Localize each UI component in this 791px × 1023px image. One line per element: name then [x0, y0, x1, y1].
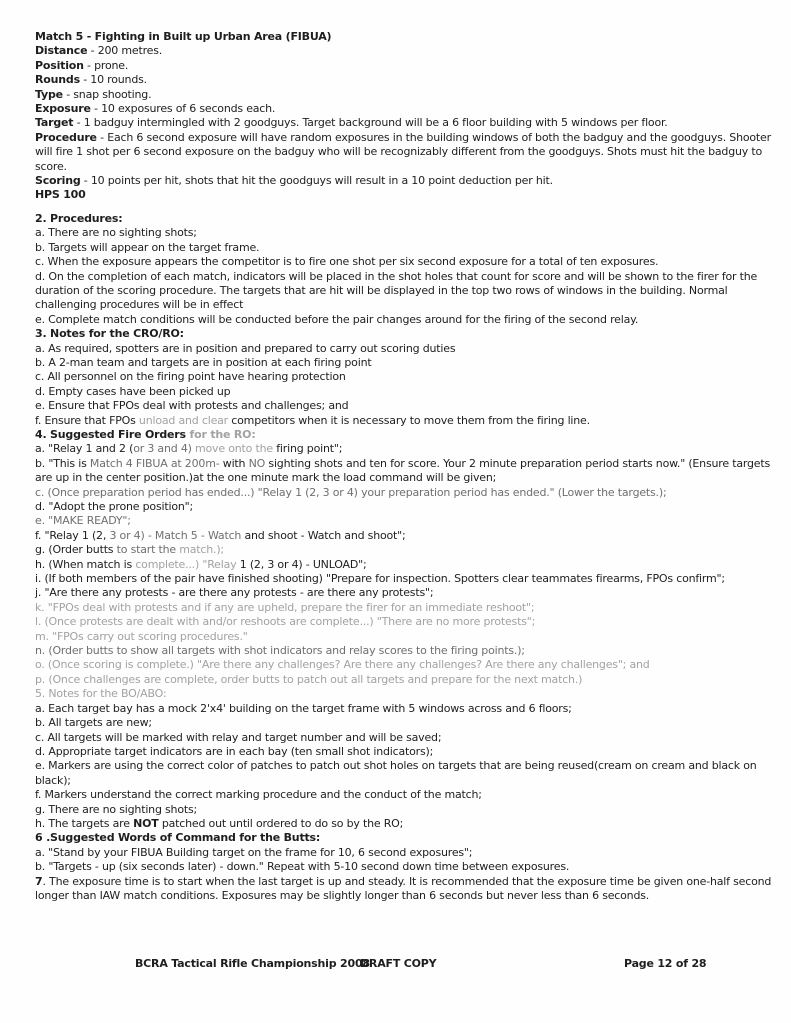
doc-text-segment: l. (Once protests are dealt with and/or reshoots are complete...) "There are no more protests";: [35, 615, 536, 629]
doc-text-segment: - 10 rounds.: [79, 73, 147, 87]
doc-text-segment: 3. Notes for the CRO/RO:: [35, 327, 184, 341]
doc-text-segment: b. "Targets - up (six seconds later) - down." Repeat with 5-10 second down time between exposures.: [35, 860, 570, 874]
doc-text-segment: Scoring: [35, 174, 81, 188]
doc-text-segment: . The exposure time is to start when the last target is up and steady. It is recommended that the exposure time be given one-half second longer than IAW match conditions. Exposures may be slightly longer than 6 seconds but never less than 6 seconds.: [35, 874, 772, 902]
doc-text-segment: sighting shots and ten for score. Your 2 minute preparation period starts now." (Ensure targets are up in the center position.)at the one minute mark the load command will be given;: [35, 456, 770, 485]
doc-text-segment: - 10 points per hit, shots that hit the goodguys will result in a 10 point deduction per hit.: [80, 174, 553, 188]
doc-line: [35, 687, 772, 701]
doc-text-segment: d. Empty cases have been picked up: [35, 384, 231, 398]
doc-text-segment: - 200 metres.: [87, 44, 163, 58]
doc-text-segment: e. "MAKE READY";: [35, 514, 131, 528]
doc-line: [35, 875, 772, 904]
doc-text-segment: p. (Once challenges are complete, order butts to patch out all targets and prepare for the next match.): [35, 672, 583, 686]
doc-text-segment: Position: [35, 58, 84, 72]
doc-text-segment: or 3 and 4): [133, 442, 192, 456]
doc-line: [35, 572, 772, 586]
doc-text-segment: complete...) "Relay: [135, 557, 240, 571]
doc-line: [35, 385, 772, 399]
doc-line: [35, 313, 772, 327]
doc-text-segment: Match 4 FIBUA at 200m-: [89, 456, 220, 470]
doc-line: [35, 759, 772, 788]
footer-draft-copy: DRAFT COPY: [360, 957, 437, 970]
doc-line: [35, 601, 772, 615]
doc-line: [35, 630, 772, 644]
doc-text-segment: a. As required, spotters are in position and prepared to carry out scoring duties: [35, 341, 456, 355]
doc-text-segment: d. On the completion of each match, indicators will be placed in the shot holes that count for score and will be shown to the firer for the duration of the scoring procedure. The targets that are hit will be displayed in the top two rows of windows in the building. Normal challenging procedures will be in effect: [35, 269, 758, 312]
doc-line: [35, 30, 772, 44]
doc-text-segment: f. Markers understand the correct marking procedure and the conduct of the match;: [35, 788, 482, 802]
doc-line: [35, 702, 772, 716]
doc-text-segment: competitors when it is necessary to move them from the firing line.: [228, 413, 590, 427]
doc-text-segment: - prone.: [83, 58, 129, 72]
doc-text-segment: HPS 100: [35, 188, 86, 202]
text-block: [35, 212, 772, 904]
doc-text-segment: Target: [35, 116, 74, 130]
doc-line: [35, 457, 772, 486]
doc-line: [35, 846, 772, 860]
doc-line: [35, 817, 772, 831]
doc-text-segment: b. Targets will appear on the target frame.: [35, 240, 260, 254]
doc-text-segment: NOT: [133, 816, 159, 830]
doc-line: [35, 543, 772, 557]
doc-text-segment: b. All targets are new;: [35, 716, 152, 730]
doc-text-segment: c. When the exposure appears the competitor is to fire one shot per six second exposure for a total of ten exposures.: [35, 255, 659, 269]
doc-text-segment: - Each 6 second exposure will have random exposures in the building windows of both the badguy and the goodguys. Shooter will fire 1 shot per 6 second exposure on the badguy who will be recognizably different from the goodguys. Shots must hit the badguy to score.: [35, 130, 771, 173]
doc-line: [35, 241, 772, 255]
doc-line: [35, 486, 772, 500]
doc-text-segment: g. There are no sighting shots;: [35, 802, 198, 816]
doc-line: [35, 399, 772, 413]
doc-text-segment: unload and clear: [138, 413, 228, 427]
doc-line: [35, 356, 772, 370]
doc-text-segment: d. Appropriate target indicators are in each bay (ten small shot indicators);: [35, 744, 434, 758]
doc-line: [35, 860, 772, 874]
doc-line: [35, 831, 772, 845]
page-footer: [35, 957, 772, 973]
doc-text-segment: k. "FPOs deal with protests and if any are upheld, prepare the firer for an immediate reshoot";: [35, 600, 535, 614]
doc-text-segment: b. "This is: [35, 456, 90, 470]
doc-text-segment: 3 or 4) - Match 5 - Watch: [109, 528, 245, 542]
doc-text-segment: for the RO:: [185, 427, 256, 441]
doc-line: [35, 673, 772, 687]
doc-text-segment: 1 (2, 3 or 4) - UNLOAD";: [239, 557, 367, 571]
doc-text-segment: a. There are no sighting shots;: [35, 226, 197, 240]
doc-line: [35, 731, 772, 745]
doc-line: [35, 370, 772, 384]
doc-line: [35, 226, 772, 240]
doc-text-segment: d. "Adopt the prone position";: [35, 500, 193, 513]
doc-text-segment: with: [219, 456, 249, 470]
doc-line: [35, 644, 772, 658]
doc-line: [35, 803, 772, 817]
doc-line: [35, 102, 772, 116]
doc-line: [35, 615, 772, 629]
doc-text-segment: a. Each target bay has a mock 2'x4' building on the target frame with 5 windows across and 6 floors;: [35, 701, 572, 715]
doc-line: [35, 174, 772, 188]
doc-text-segment: firing point";: [276, 442, 343, 456]
doc-text-segment: Type: [35, 87, 63, 101]
doc-line: [35, 500, 772, 514]
doc-text-segment: o. (Once scoring is complete.) "Are there any challenges? Are there any challenges? Are there any challenges"; and: [35, 658, 650, 672]
doc-text-segment: 5. Notes for the BO/ABO:: [35, 687, 167, 701]
doc-text-segment: - snap shooting.: [62, 87, 152, 101]
doc-line: [35, 788, 772, 802]
doc-line: [35, 270, 772, 313]
doc-text-segment: Rounds: [35, 73, 80, 87]
doc-text-segment: - 1 badguy intermingled with 2 goodguys. Target background will be a 6 floor building with 5 windows per floor.: [73, 116, 668, 130]
doc-line: [35, 44, 772, 58]
doc-text-segment: h. The targets are: [35, 816, 134, 830]
doc-line: [35, 116, 772, 130]
doc-text-segment: c. All personnel on the firing point have hearing protection: [35, 370, 346, 384]
doc-text-segment: a. "Stand by your FIBUA Building target on the frame for 10, 6 second exposures";: [35, 845, 473, 859]
doc-line: [35, 131, 772, 174]
doc-line: [35, 73, 772, 87]
doc-text-segment: Procedure: [35, 130, 97, 144]
doc-text-segment: g. (Order butts: [35, 543, 117, 557]
doc-line: [35, 327, 772, 341]
doc-line: [35, 414, 772, 428]
doc-text-segment: e. Markers are using the correct color of patches to patch out shot holes on targets that are being reused(cream on cream and black on black);: [35, 759, 757, 787]
doc-text-segment: - 10 exposures of 6 seconds each.: [90, 102, 276, 116]
doc-text-segment: f. "Relay 1 (2,: [35, 528, 110, 542]
doc-line: [35, 586, 772, 600]
doc-text-segment: patched out until ordered to do so by the RO;: [158, 816, 404, 830]
doc-line: [35, 745, 772, 759]
doc-text-segment: Distance: [35, 44, 88, 58]
doc-line: [35, 658, 772, 672]
doc-text-segment: move onto the: [191, 442, 277, 456]
doc-text-segment: 6 .Suggested Words of Command for the Butts:: [35, 831, 321, 845]
doc-text-segment: Match 5 - Fighting in Built up Urban Area (FIBUA): [35, 30, 332, 43]
doc-text-segment: b. A 2-man team and targets are in position at each firing point: [35, 355, 372, 369]
text-block: [35, 30, 772, 203]
document-body: [35, 30, 772, 903]
doc-line: [35, 88, 772, 102]
doc-text-segment: Exposure: [35, 102, 91, 116]
doc-line: [35, 212, 772, 226]
doc-text-segment: 2. Procedures:: [35, 211, 123, 225]
doc-text-segment: e. Complete match conditions will be conducted before the pair changes around for the firing of the second relay.: [35, 312, 639, 326]
doc-line: [35, 442, 772, 456]
doc-text-segment: 7: [35, 874, 43, 888]
doc-text-segment: c. All targets will be marked with relay and target number and will be saved;: [35, 730, 442, 744]
doc-text-segment: h. (When match is: [35, 557, 136, 571]
doc-line: [35, 428, 772, 442]
footer-title: BCRA Tactical Rifle Championship 2008: [135, 957, 370, 970]
doc-text-segment: m. "FPOs carry out scoring procedures.": [35, 629, 248, 643]
doc-line: [35, 59, 772, 73]
doc-line: [35, 558, 772, 572]
doc-text-segment: n. (Order butts to show all targets with shot indicators and relay scores to the firing points.);: [35, 644, 525, 658]
doc-line: [35, 342, 772, 356]
doc-line: [35, 529, 772, 543]
doc-text-segment: f. Ensure that FPOs: [35, 413, 139, 427]
footer-page-number: Page 12 of 28: [624, 957, 707, 970]
doc-line: [35, 188, 772, 202]
doc-text-segment: 4. Suggested Fire Orders: [35, 427, 186, 441]
doc-text-segment: match.);: [179, 543, 224, 557]
doc-line: [35, 716, 772, 730]
doc-text-segment: to start the: [116, 543, 180, 557]
doc-line: [35, 514, 772, 528]
doc-line: [35, 255, 772, 269]
doc-text-segment: j. "Are there any protests - are there any protests - are there any protests";: [35, 586, 434, 600]
doc-text-segment: c. (Once preparation period has ended...) "Relay 1 (2, 3 or 4) your preparation period has ended." (Lower the targets.);: [35, 485, 667, 499]
doc-text-segment: a. "Relay 1 and 2 (: [35, 442, 134, 456]
doc-text-segment: NO: [248, 456, 266, 470]
doc-text-segment: e. Ensure that FPOs deal with protests and challenges; and: [35, 399, 349, 413]
doc-text-segment: and shoot - Watch and shoot";: [244, 528, 406, 542]
doc-text-segment: i. (If both members of the pair have finished shooting) "Prepare for inspection. Spotters clear teammates firearms, FPOs confirm";: [35, 572, 725, 586]
